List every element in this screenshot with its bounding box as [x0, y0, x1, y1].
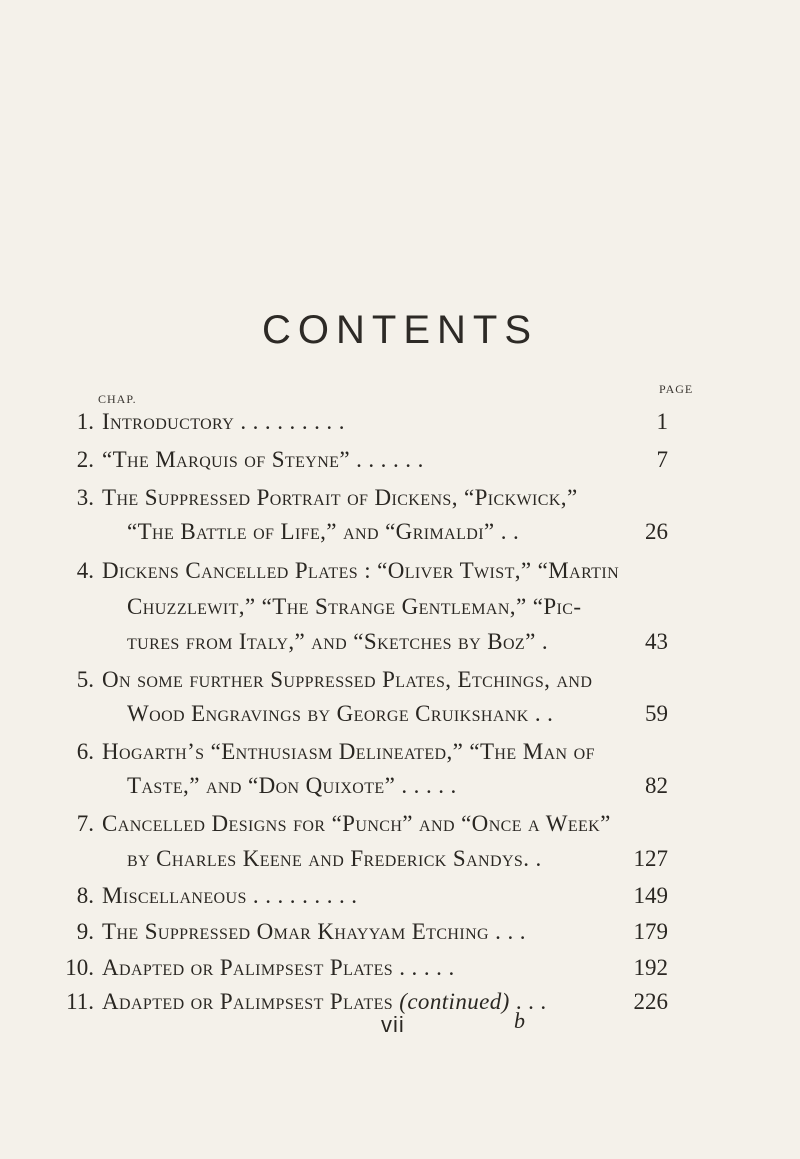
page-number: 192 [633, 954, 668, 980]
chapter-number: 11. [66, 989, 94, 1014]
chapter-title-line: Wood Engravings by George Cruikshank . . [127, 701, 554, 726]
chapter-number: 2. [76, 446, 94, 472]
page-number: 26 [645, 518, 668, 544]
page-number: 43 [645, 629, 668, 654]
chapter-number: 3. [76, 485, 94, 510]
chapter-number: 8. [76, 882, 94, 908]
chapter-title: Miscellaneous . . . . . . . . . [102, 882, 358, 908]
page-folio: vii [381, 1012, 405, 1037]
page-number: 226 [633, 989, 668, 1014]
chapter-title: The Suppressed Omar Khayyam Etching . . . [102, 918, 526, 944]
chapter-title-line: by Charles Keene and Frederick Sandys. . [127, 845, 542, 871]
chapter-column-header: CHAP. [98, 392, 137, 406]
chapter-title-line: Chuzzlewit,” “The Strange Gentleman,” “Pic- [127, 593, 582, 619]
page-title: CONTENTS [262, 308, 538, 352]
page-column-header: PAGE [659, 382, 694, 396]
chapter-title-line: The Suppressed Portrait of Dickens, “Pickwick,” [102, 485, 578, 510]
page-number: 7 [656, 446, 668, 472]
signature-mark: b [514, 1008, 525, 1033]
page-number: 82 [645, 773, 668, 798]
page-number: 149 [633, 882, 668, 908]
chapter-title: Adapted or Palimpsest Plates (continued) . . . [102, 989, 547, 1014]
page-number: 1 [656, 409, 668, 434]
chapter-number: 7. [76, 810, 94, 836]
chapter-title-line: Cancelled Designs for “Punch” and “Once a Week” [102, 810, 611, 836]
chapter-number: 1. [76, 409, 94, 434]
chapter-title: Adapted or Palimpsest Plates . . . . . [102, 954, 455, 980]
chapter-title: Introductory . . . . . . . . . [102, 409, 345, 434]
chapter-title-line: “The Battle of Life,” and “Grimaldi” . . [127, 518, 520, 544]
chapter-title-line: Dickens Cancelled Plates : “Oliver Twist,” “Martin [102, 557, 620, 583]
chapter-number: 10. [65, 954, 94, 980]
page-number: 179 [633, 918, 668, 944]
chapter-title-line: tures from Italy,” and “Sketches by Boz” . [127, 629, 548, 654]
page-number: 127 [633, 845, 668, 871]
chapter-number: 4. [76, 557, 94, 583]
chapter-number: 5. [76, 666, 94, 692]
chapter-title-line: On some further Suppressed Plates, Etchings, and [102, 666, 593, 692]
continued-note: (continued) [399, 989, 510, 1014]
chapter-number: 6. [76, 738, 94, 764]
chapter-title-line: Taste,” and “Don Quixote” . . . . . [127, 773, 457, 798]
chapter-title-line: Hogarth’s “Enthusiasm Delineated,” “The Man of [102, 738, 595, 764]
chapter-number: 9. [76, 918, 94, 944]
chapter-title: “The Marquis of Steyne” . . . . . . [102, 446, 424, 472]
page-number: 59 [645, 701, 668, 726]
